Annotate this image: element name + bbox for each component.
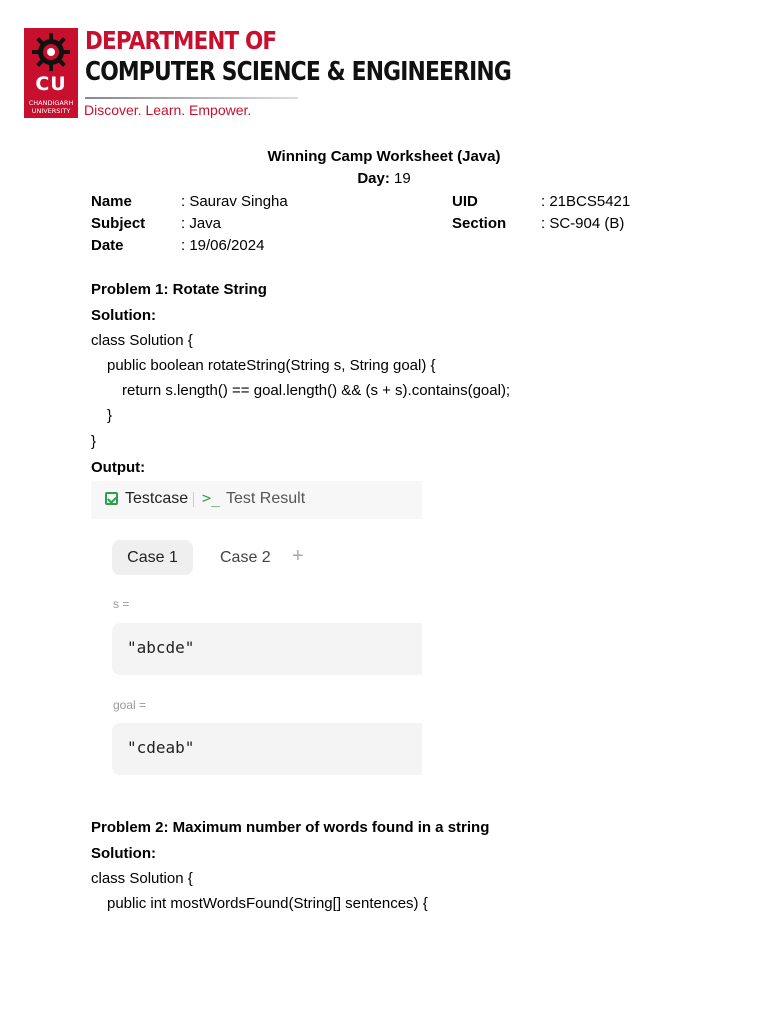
problem1-solution-label: Solution: <box>91 307 156 324</box>
problem2-heading: Problem 2: Maximum number of words found in a string <box>91 819 490 836</box>
section-value: : SC-904 (B) <box>541 215 625 232</box>
tab-divider <box>193 492 194 507</box>
code-line: public boolean rotateString(String s, String goal) { <box>107 357 436 374</box>
tab-testcase[interactable]: Testcase <box>125 490 189 507</box>
header-divider <box>85 97 298 99</box>
worksheet-title: Winning Camp Worksheet (Java) <box>267 148 501 165</box>
code-line: } <box>107 407 113 424</box>
uid-label: UID <box>452 193 478 210</box>
department-heading: DEPARTMENT OF <box>85 26 277 55</box>
checkbox-icon <box>105 492 118 505</box>
department-name: COMPUTER SCIENCE & ENGINEERING <box>85 57 511 87</box>
problem2-solution-label: Solution: <box>91 845 156 862</box>
case-2-tab[interactable]: Case 2 <box>220 549 271 566</box>
var-goal-input[interactable] <box>112 723 422 775</box>
terminal-icon: >_ <box>202 489 221 507</box>
var-goal-value: "cdeab" <box>127 738 195 757</box>
uid-value: : 21BCS5421 <box>541 193 631 210</box>
var-goal-label: goal = <box>113 698 147 712</box>
tab-test-result[interactable]: Test Result <box>226 490 306 507</box>
logo-cu-text: CU <box>35 73 67 95</box>
day-row <box>0 170 768 187</box>
var-s-value: "abcde" <box>127 638 195 657</box>
problem1-heading: Problem 1: Rotate String <box>91 281 267 298</box>
name-value: : Saurav Singha <box>181 193 288 210</box>
code-line: class Solution { <box>91 332 193 349</box>
code-line: return s.length() == goal.length() && (s + s).contains(goal); <box>122 382 511 399</box>
output-label: Output: <box>91 459 146 476</box>
logo-university-text: CHANDIGARH UNIVERSITY <box>28 99 74 115</box>
section-label: Section <box>452 215 507 232</box>
case-1-tab[interactable]: Case 1 <box>112 540 193 575</box>
date-value: : 19/06/2024 <box>181 237 265 254</box>
code-line: public int mostWordsFound(String[] sentences) { <box>107 895 428 912</box>
code-line: class Solution { <box>91 870 193 887</box>
gear-emblem-icon <box>31 32 71 72</box>
plus-icon[interactable]: + <box>292 545 304 567</box>
code-line: } <box>91 433 97 450</box>
date-label: Date <box>91 237 124 254</box>
day-value: 19 <box>394 170 411 187</box>
subject-label: Subject <box>91 215 146 232</box>
tagline: Discover. Learn. Empower. <box>84 102 252 118</box>
subject-value: : Java <box>181 215 222 232</box>
name-label: Name <box>91 193 132 210</box>
output-tab-bar <box>91 481 422 519</box>
var-s-input[interactable] <box>112 623 422 675</box>
var-s-label: s = <box>113 597 130 611</box>
university-logo <box>24 28 78 118</box>
day-label: Day: <box>357 170 390 187</box>
